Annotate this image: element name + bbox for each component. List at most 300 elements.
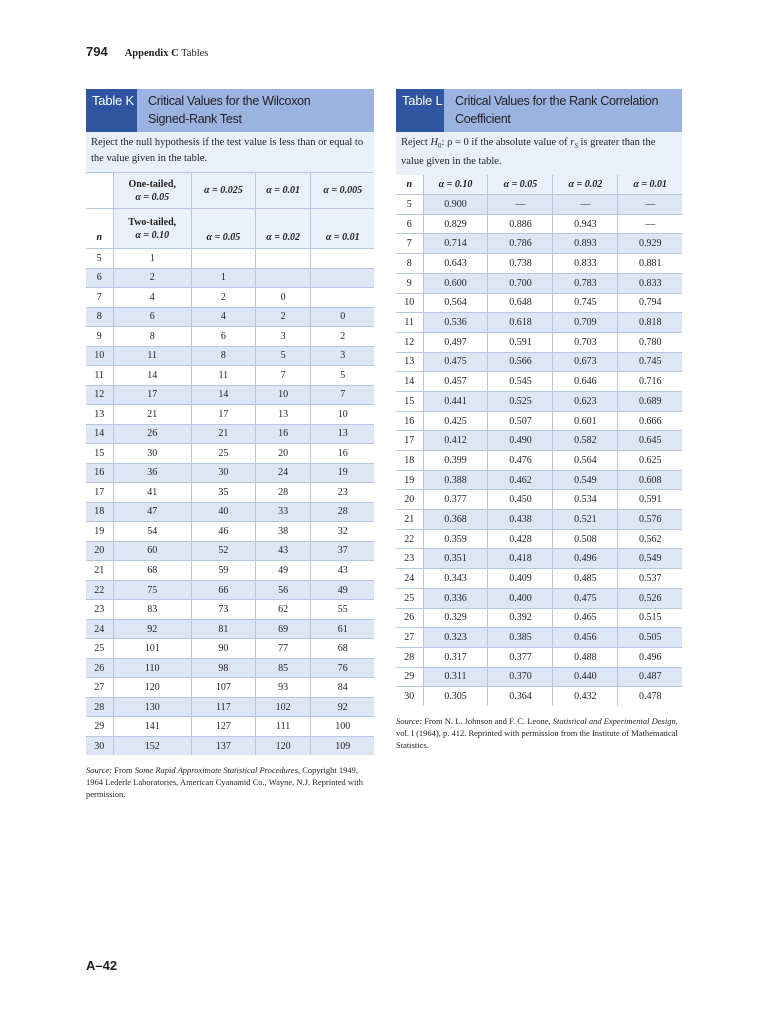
table-l-note-mid: : ρ = 0 if the absolute value of (441, 137, 568, 148)
table-l-value-cell: 0.601 (553, 411, 618, 431)
table-l-value-cell: 0.673 (553, 352, 618, 372)
table-k-source (86, 764, 374, 800)
table-l-value-cell: 0.507 (488, 411, 553, 431)
table-l-value-cell: 0.600 (423, 273, 488, 293)
table-row (396, 588, 682, 608)
table-l-value-cell: 0.323 (423, 628, 488, 648)
table-l-title-bar (396, 89, 682, 132)
table-l-source-label: Source: (396, 715, 423, 726)
table-k-n-cell: 29 (86, 717, 113, 737)
table-row (86, 307, 374, 327)
table-row (86, 327, 374, 347)
table-k-two-tailed-alpha-4: α = 0.01 (311, 209, 374, 249)
table-l-value-cell: 0.475 (423, 352, 488, 372)
table-l-value-cell: — (618, 195, 682, 215)
table-row (86, 366, 374, 386)
table-l-value-cell: 0.549 (618, 549, 682, 569)
table-k-n-cell: 24 (86, 619, 113, 639)
table-row (86, 697, 374, 717)
table-k-value-cell: 69 (255, 619, 311, 639)
table-l-note-pre: Reject (401, 137, 428, 148)
table-k-n-cell: 15 (86, 444, 113, 464)
table-k-value-cell: 40 (191, 502, 255, 522)
table-l-value-cell: 0.428 (488, 529, 553, 549)
table-l-value-cell: 0.576 (618, 510, 682, 530)
table-k-value-cell (311, 268, 374, 288)
table-k-value-cell: 38 (255, 522, 311, 542)
table-k-value-cell: 75 (113, 580, 191, 600)
table-k-value-cell (311, 249, 374, 269)
table-l-n-cell: 9 (396, 273, 423, 293)
table-l-title-line1: Critical Values for the Rank Correlation (455, 94, 659, 108)
table-l-value-cell: 0.526 (618, 588, 682, 608)
table-k-value-cell: 0 (311, 307, 374, 327)
table-row (86, 483, 374, 503)
table-l-value-cell: 0.646 (553, 372, 618, 392)
table-row (396, 293, 682, 313)
table-k-value-cell: 49 (311, 580, 374, 600)
table-l-value-cell: 0.745 (553, 293, 618, 313)
table-row (396, 608, 682, 628)
table-k-header-blank (86, 173, 113, 209)
table-k-value-cell: 98 (191, 658, 255, 678)
table-k-source-rest: Copyright 1949, 1964 Lederle Laboratories, American Cyanamid Co., Wayne, N.J. Reprinted with permission. (86, 765, 363, 800)
table-row (396, 352, 682, 372)
table-k-value-cell: 68 (113, 561, 191, 581)
table-l-alpha-header-1: α = 0.10 (423, 175, 488, 195)
table-k-value-cell: 62 (255, 600, 311, 620)
table-l-n-cell: 24 (396, 569, 423, 589)
table-k-title (137, 89, 310, 132)
table-l-value-cell: 0.487 (618, 667, 682, 687)
table-l-value-cell: 0.476 (488, 451, 553, 471)
table-k-value-cell: 81 (191, 619, 255, 639)
table-l-n-cell: 13 (396, 352, 423, 372)
table-row (396, 313, 682, 333)
table-l-title (444, 89, 658, 132)
table-k-value-cell: 90 (191, 639, 255, 659)
table-l-note-post: is greater than the value given in the table. (401, 137, 656, 168)
table-k-value-cell: 5 (255, 346, 311, 366)
table-k-value-cell: 41 (113, 483, 191, 503)
table-l-value-cell: 0.703 (553, 332, 618, 352)
table-l-value-cell: 0.496 (618, 647, 682, 667)
table-row (396, 273, 682, 293)
table-k-value-cell: 28 (311, 502, 374, 522)
table-l-n-cell: 22 (396, 529, 423, 549)
table-k-one-tailed-alpha-4: α = 0.005 (311, 173, 374, 209)
table-row (86, 249, 374, 269)
table-l-panel (396, 89, 682, 751)
appendix-title: Tables (181, 48, 209, 59)
table-k-value-cell: 17 (191, 405, 255, 425)
table-l-n-cell: 8 (396, 254, 423, 274)
table-k-value-cell: 25 (191, 444, 255, 464)
table-l-n-cell: 27 (396, 628, 423, 648)
table-k-value-cell: 92 (113, 619, 191, 639)
table-l-value-cell: 0.343 (423, 569, 488, 589)
table-l-value-cell: 0.829 (423, 214, 488, 234)
table-k-n-cell: 10 (86, 346, 113, 366)
table-l-n-cell: 30 (396, 687, 423, 706)
table-row (396, 391, 682, 411)
table-k-value-cell: 76 (311, 658, 374, 678)
table-l-value-cell: 0.794 (618, 293, 682, 313)
table-l-value-cell: 0.648 (488, 293, 553, 313)
table-k-value-cell: 2 (311, 327, 374, 347)
table-k-title-line2: Signed-Rank Test (148, 112, 242, 126)
table-l-alpha-header-4: α = 0.01 (618, 175, 682, 195)
table-k-value-cell: 111 (255, 717, 311, 737)
table-l-n-cell: 15 (396, 391, 423, 411)
table-l-value-cell: — (488, 195, 553, 215)
table-k-value-cell: 19 (311, 463, 374, 483)
table-k-n-cell: 21 (86, 561, 113, 581)
table-l-value-cell: 0.780 (618, 332, 682, 352)
table-k-value-cell: 61 (311, 619, 374, 639)
table-l-source-rest: vol. I (1964), p. 412. Reprinted with permission from the Institute of Mathematical Statistics. (396, 727, 678, 750)
table-k-value-cell: 49 (255, 561, 311, 581)
page-header (86, 44, 208, 59)
table-k-value-cell: 33 (255, 502, 311, 522)
table-l-value-cell: 0.525 (488, 391, 553, 411)
table-l-note-h0-sub: 0 (438, 142, 442, 151)
table-l-value-cell: 0.714 (423, 234, 488, 254)
table-l-value-cell: 0.566 (488, 352, 553, 372)
table-row (396, 490, 682, 510)
table-l-n-cell: 23 (396, 549, 423, 569)
table-l-n-cell: 11 (396, 313, 423, 333)
table-l-n-cell: 26 (396, 608, 423, 628)
table-k-value-cell: 43 (311, 561, 374, 581)
table-k-value-cell: 1 (113, 249, 191, 269)
table-k-value-cell: 16 (255, 424, 311, 444)
table-row (86, 346, 374, 366)
table-row (396, 647, 682, 667)
table-row (86, 502, 374, 522)
table-k-value-cell: 60 (113, 541, 191, 561)
table-l-value-cell: 0.392 (488, 608, 553, 628)
table-l-n-cell: 10 (396, 293, 423, 313)
table-k-n-cell: 5 (86, 249, 113, 269)
table-k-one-tailed-alpha-3: α = 0.01 (255, 173, 311, 209)
table-k-value-cell: 73 (191, 600, 255, 620)
table-k-value-cell: 7 (311, 385, 374, 405)
table-k-n-cell: 7 (86, 288, 113, 308)
table-row (86, 678, 374, 698)
table-k-n-cell: 8 (86, 307, 113, 327)
table-k-value-cell: 120 (255, 736, 311, 755)
table-l-value-cell: 0.311 (423, 667, 488, 687)
table-k-value-cell: 66 (191, 580, 255, 600)
table-k-value-cell: 20 (255, 444, 311, 464)
table-k-value-cell: 26 (113, 424, 191, 444)
table-l-value-cell: 0.336 (423, 588, 488, 608)
table-k-n-cell: 12 (86, 385, 113, 405)
table-l-value-cell: 0.508 (553, 529, 618, 549)
table-l-value-cell: 0.666 (618, 411, 682, 431)
table-k-value-cell: 85 (255, 658, 311, 678)
table-k-value-cell: 35 (191, 483, 255, 503)
table-l-value-cell: 0.893 (553, 234, 618, 254)
table-row (396, 510, 682, 530)
table-l-value-cell: 0.623 (553, 391, 618, 411)
table-row (86, 736, 374, 755)
table-l-value-cell: 0.515 (618, 608, 682, 628)
table-l-value-cell: 0.786 (488, 234, 553, 254)
table-k-source-pre: From (114, 765, 133, 776)
table-l-value-cell: 0.488 (553, 647, 618, 667)
table-l-value-cell: 0.549 (553, 470, 618, 490)
table-l (396, 175, 682, 706)
table-k-one-tailed-alpha-2: α = 0.025 (191, 173, 255, 209)
table-k-n-header: n (86, 209, 113, 249)
table-k-value-cell: 93 (255, 678, 311, 698)
table-k-value-cell: 137 (191, 736, 255, 755)
table-k-title-line1: Critical Values for the Wilcoxon (148, 94, 311, 108)
table-l-note-h0: H (430, 137, 439, 148)
table-k-n-cell: 19 (86, 522, 113, 542)
table-l-value-cell: 0.441 (423, 391, 488, 411)
table-row (86, 600, 374, 620)
table-k-value-cell: 68 (311, 639, 374, 659)
table-l-value-cell: 0.564 (423, 293, 488, 313)
table-k-value-cell: 17 (113, 385, 191, 405)
table-k-value-cell: 92 (311, 697, 374, 717)
table-l-source-pre: From N. L. Johnson and F. C. Leone, (424, 715, 551, 726)
table-k-value-cell: 83 (113, 600, 191, 620)
table-k (86, 172, 374, 755)
table-l-value-cell: 0.456 (553, 628, 618, 648)
table-l-title-line2: Coefficient (455, 112, 511, 126)
table-l-value-cell: 0.900 (423, 195, 488, 215)
table-k-value-cell: 30 (113, 444, 191, 464)
table-k-value-cell: 109 (311, 736, 374, 755)
table-l-n-cell: 16 (396, 411, 423, 431)
table-k-value-cell: 6 (113, 307, 191, 327)
table-k-value-cell: 55 (311, 600, 374, 620)
table-k-body (86, 249, 374, 756)
table-k-value-cell: 102 (255, 697, 311, 717)
table-k-value-cell: 13 (255, 405, 311, 425)
table-k-panel (86, 89, 374, 800)
table-l-value-cell: 0.400 (488, 588, 553, 608)
table-l-body (396, 195, 682, 706)
table-l-value-cell: 0.591 (618, 490, 682, 510)
table-k-value-cell: 10 (311, 405, 374, 425)
table-row (86, 268, 374, 288)
table-k-value-cell: 16 (311, 444, 374, 464)
page-footer-code: A–42 (86, 958, 118, 973)
table-row (86, 444, 374, 464)
table-k-value-cell: 117 (191, 697, 255, 717)
page-number: 794 (86, 44, 108, 59)
table-k-value-cell: 6 (191, 327, 255, 347)
table-l-n-cell: 14 (396, 372, 423, 392)
running-head (125, 48, 209, 59)
table-l-value-cell: 0.608 (618, 470, 682, 490)
table-l-value-cell: 0.440 (553, 667, 618, 687)
table-l-value-cell: 0.496 (553, 549, 618, 569)
table-l-value-cell: 0.475 (553, 588, 618, 608)
table-l-value-cell: 0.833 (618, 273, 682, 293)
table-k-value-cell: 21 (191, 424, 255, 444)
table-l-n-cell: 7 (396, 234, 423, 254)
table-l-n-cell: 6 (396, 214, 423, 234)
table-l-value-cell: 0.351 (423, 549, 488, 569)
table-l-n-cell: 12 (396, 332, 423, 352)
table-k-two-tailed-label: Two-tailed, (128, 216, 177, 228)
table-l-value-cell: 0.881 (618, 254, 682, 274)
table-l-value-cell: 0.478 (618, 687, 682, 706)
table-row (396, 470, 682, 490)
table-k-value-cell: 47 (113, 502, 191, 522)
table-row (396, 332, 682, 352)
table-k-value-cell: 84 (311, 678, 374, 698)
table-l-value-cell: 0.462 (488, 470, 553, 490)
table-k-value-cell: 130 (113, 697, 191, 717)
table-row (396, 411, 682, 431)
table-l-value-cell: 0.432 (553, 687, 618, 706)
table-k-n-cell: 20 (86, 541, 113, 561)
table-k-value-cell (255, 268, 311, 288)
table-k-n-cell: 27 (86, 678, 113, 698)
table-row (86, 639, 374, 659)
table-l-value-cell: 0.783 (553, 273, 618, 293)
table-k-value-cell: 59 (191, 561, 255, 581)
table-l-value-cell: 0.929 (618, 234, 682, 254)
table-l-n-cell: 21 (396, 510, 423, 530)
table-row (396, 529, 682, 549)
table-k-value-cell: 1 (191, 268, 255, 288)
table-row (396, 667, 682, 687)
table-k-tag: Table K (86, 89, 137, 132)
table-k-value-cell: 0 (255, 288, 311, 308)
table-k-value-cell: 4 (113, 288, 191, 308)
table-l-value-cell: 0.385 (488, 628, 553, 648)
table-l-n-header: n (396, 175, 423, 195)
table-l-value-cell: — (618, 214, 682, 234)
table-k-value-cell: 21 (113, 405, 191, 425)
table-k-value-cell: 107 (191, 678, 255, 698)
table-l-tag: Table L (396, 89, 444, 132)
table-k-value-cell: 141 (113, 717, 191, 737)
table-l-value-cell: 0.833 (553, 254, 618, 274)
table-k-value-cell: 36 (113, 463, 191, 483)
table-l-note-rs: r (570, 137, 575, 148)
table-row (396, 451, 682, 471)
table-l-n-cell: 17 (396, 431, 423, 451)
table-row (86, 385, 374, 405)
table-l-n-cell: 28 (396, 647, 423, 667)
table-k-value-cell: 3 (311, 346, 374, 366)
table-k-value-cell: 127 (191, 717, 255, 737)
table-l-value-cell: 0.370 (488, 667, 553, 687)
appendix-label: Appendix C (124, 48, 179, 59)
table-row (86, 424, 374, 444)
table-k-value-cell: 24 (255, 463, 311, 483)
table-l-value-cell: 0.745 (618, 352, 682, 372)
table-row (396, 569, 682, 589)
table-row (86, 288, 374, 308)
table-l-value-cell: 0.562 (618, 529, 682, 549)
table-k-value-cell: 46 (191, 522, 255, 542)
table-k-value-cell: 43 (255, 541, 311, 561)
table-l-n-cell: 5 (396, 195, 423, 215)
table-k-value-cell: 37 (311, 541, 374, 561)
table-k-value-cell: 28 (255, 483, 311, 503)
table-l-source-title: Statistical and Experimental Design, (552, 715, 678, 726)
table-k-source-label: Source: (86, 765, 113, 776)
table-row (396, 628, 682, 648)
table-k-n-cell: 26 (86, 658, 113, 678)
table-k-n-cell: 23 (86, 600, 113, 620)
table-l-value-cell: 0.537 (618, 569, 682, 589)
table-l-value-cell: 0.818 (618, 313, 682, 333)
table-k-n-cell: 22 (86, 580, 113, 600)
table-l-value-cell: 0.545 (488, 372, 553, 392)
table-k-one-tailed-alpha-1: α = 0.05 (135, 191, 170, 203)
table-k-value-cell: 52 (191, 541, 255, 561)
table-k-title-bar (86, 89, 374, 132)
table-l-n-cell: 18 (396, 451, 423, 471)
table-k-value-cell: 14 (191, 385, 255, 405)
table-row (86, 463, 374, 483)
table-k-value-cell: 110 (113, 658, 191, 678)
table-l-n-cell: 19 (396, 470, 423, 490)
table-k-value-cell: 23 (311, 483, 374, 503)
table-k-n-cell: 28 (86, 697, 113, 717)
table-k-two-tailed-alpha-3: α = 0.02 (255, 209, 311, 249)
table-k-value-cell: 2 (191, 288, 255, 308)
table-k-value-cell: 2 (113, 268, 191, 288)
table-k-value-cell: 8 (191, 346, 255, 366)
table-l-value-cell: 0.490 (488, 431, 553, 451)
table-l-value-cell: 0.465 (553, 608, 618, 628)
table-l-value-cell: 0.497 (423, 332, 488, 352)
table-k-value-cell (191, 249, 255, 269)
table-l-value-cell: 0.521 (553, 510, 618, 530)
table-k-value-cell: 54 (113, 522, 191, 542)
table-l-value-cell: 0.364 (488, 687, 553, 706)
table-row (396, 195, 682, 215)
table-row (396, 687, 682, 706)
table-l-value-cell: 0.643 (423, 254, 488, 274)
table-l-value-cell: 0.534 (553, 490, 618, 510)
table-k-two-tailed-alpha-1: α = 0.10 (135, 229, 170, 241)
table-l-value-cell: 0.943 (553, 214, 618, 234)
table-l-value-cell: 0.425 (423, 411, 488, 431)
table-l-value-cell: 0.689 (618, 391, 682, 411)
table-k-value-cell: 100 (311, 717, 374, 737)
table-row (396, 431, 682, 451)
table-k-value-cell: 120 (113, 678, 191, 698)
table-l-value-cell: 0.700 (488, 273, 553, 293)
table-row (396, 372, 682, 392)
table-l-value-cell: 0.329 (423, 608, 488, 628)
table-k-n-cell: 6 (86, 268, 113, 288)
table-l-value-cell: 0.317 (423, 647, 488, 667)
table-k-n-cell: 18 (86, 502, 113, 522)
table-l-value-cell: 0.409 (488, 569, 553, 589)
table-l-value-cell: 0.564 (553, 451, 618, 471)
table-k-value-cell: 7 (255, 366, 311, 386)
table-row (86, 580, 374, 600)
table-k-value-cell: 11 (113, 346, 191, 366)
table-row (86, 561, 374, 581)
table-l-source (396, 715, 682, 751)
table-l-value-cell: 0.625 (618, 451, 682, 471)
